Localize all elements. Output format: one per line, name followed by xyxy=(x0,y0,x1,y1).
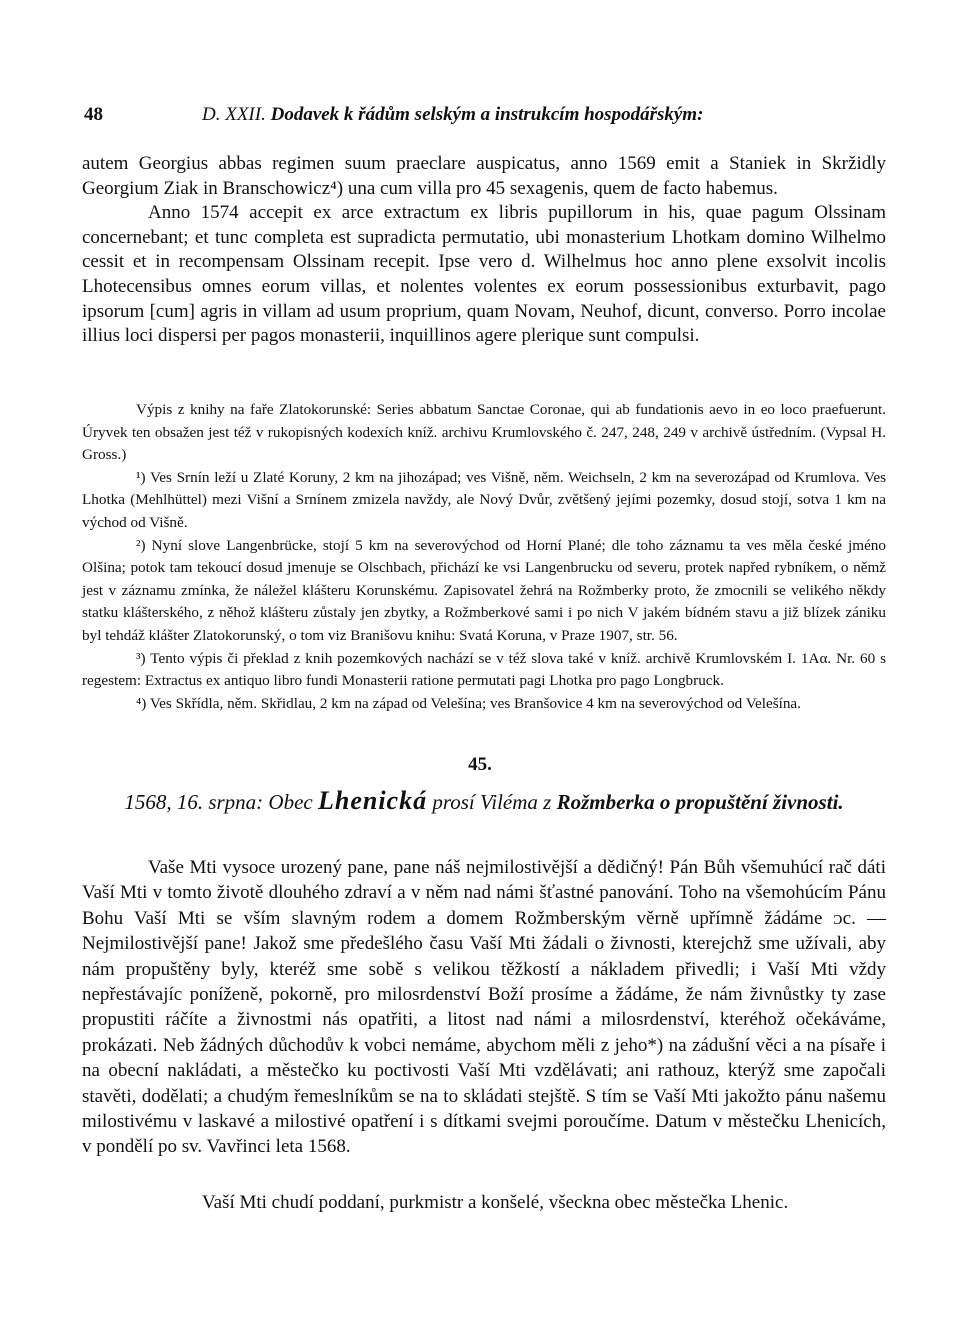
heading-name: Lhenická xyxy=(317,786,428,815)
footnote-3: ³) Tento výpis či překlad z knih pozemkových nachází se v též slova také v kníž. archivě Krumlovském I. 1Aα. Nr. 60 s regestem: Extractus ex antiquo libro fundi Monasterii ratione permutati pagi Lhotka pro pago Longbruck. xyxy=(82,649,886,690)
heading-date: 1568, 16. srpna: xyxy=(124,790,264,814)
heading-middle: prosí Viléma z xyxy=(432,790,552,814)
document-number: 45. xyxy=(468,754,492,775)
running-title xyxy=(202,102,703,128)
footnote-1: ¹) Ves Srnín leží u Zlaté Koruny, 2 km na jihozápad; ves Višně, něm. Weichseln, 2 km na severozápad od Krumlova. Ves Lhotka (Mehlhüttel) mezi Višní a Srnínem zmizela navždy, ale Nový Dvůr, zvětšený jejími pozemky, dosud stojí, sotva 1 km na východ od Višně. xyxy=(82,468,886,531)
heading-end: o propuštění živnosti. xyxy=(659,790,844,814)
paragraph-anno-1574: Anno 1574 accepit ex arce extractum ex libris pupillorum in his, quae pagum Olssinam concernebant; et tunc completa est supradicta permutatio, ubi monasterium Lhotkam domino Wilhelmo cessit et in recompensam Olssinam recepit. Ipse vero d. Wilhelmus hoc anno plene exsolvit incolis Lhotecensibus omnes eorum villas, et nolentes volentes ex eorum possessionibus exturbavit, pago ipsorum [cum] agris in villam ad usum proprium, quam Novam, Neuhof, dicunt, converso. Porro incolae illius loci dispersi per pagos monasterii, inquillinos agere plerique sunt compulsi. xyxy=(82,202,886,347)
document-heading xyxy=(94,786,874,817)
section-label: D. XXII. xyxy=(202,104,266,125)
main-text xyxy=(82,152,886,349)
footnote-2: ²) Nyní slove Langenbrücke, stojí 5 km na severovýchod od Horní Plané; dle toho záznamu ta ves měla české jméno Olšina; potok tam tekoucí dosud jmenuje se Olschbach, přichází ke vsi Langenbrucku od severu, protek napřed rybníkem, o němž jest v záznamu zmínka, že náležel klášteru Korunskému. Zapisovatel žehrá na Rožmberky proto, že zmocnili se velikého někdy statku klášterského, z něhož klášteru zůstaly jen zbytky, a Rožmberkové sami i po nich V jakém bídném stavu a již blízek zániku byl tehdáž klášter Zlatokorunský, o tom viz Branišovu knihu: Svatá Koruna, v Praze 1907, str. 56. xyxy=(82,536,886,644)
heading-prefix: Obec xyxy=(268,790,313,814)
notes-block xyxy=(82,399,886,715)
letter-closing: Vaší Mti chudí poddaní, purkmistr a konšelé, všeckna obec městečka Lhenic. xyxy=(202,1192,789,1213)
source-note: Výpis z knihy na faře Zlatokorunské: Series abbatum Sanctae Coronae, qui ab fundationis aevo in eo loco praefuerunt. Úryvek ten obsažen jest též v rukopisných kodexích kníž. archivu Krumlovského č. 247, 248, 249 v archivě ústředním. (Vypsal H. Gross.) xyxy=(82,401,886,464)
letter-body: Vaše Mti vysoce urozený pane, pane náš nejmilostivější a dědičný! Pán Bůh všemuhúcí rač dáti Vaší Mti v tomto životě dlouhého zdraví a v něm nad námi šťastné panování. Toho na všemohúcím Pánu Bohu Vaší Mti se vším slavným rodem a domem Rožmberským věrně upřímně žádáme ᴐc. — Nejmilostivější pane! Jakož sme předešlého času Vaší Mti žádali o živnosti, kterejchž sme užívali, aby nám propuštěny byly, kteréž sme sobě s velikou těžkostí a nákladem přivedli; i Vaší Mti vždy nepřestávajíc poníženě, pokorně, pro milosrdenství Boží prosíme a žádáme, že nám živnůstky ty zase propustiti ráčíte a živnostmi nás opatřiti, a litost nad námi a milosrdenství, kteréhož očekáváme, prokázati. Neb žádných důchodův k vobci nemáme, abychom měli z jeho*) na zádušní věci a na písaře i na obecní nakládati, a městečko ku poctivosti Vaší Mti vzdělávati; ani rathouz, kterýž sme započali stavěti, dodělati; a chudým řemeslníkům se na to skládati stejště. S tím se Vaší Mti jakožto pánu našemu milostivému v laskavé a milostivé opatření i s dítkami svejmi poroučíme. Datum v městečku Lhenicích, v pondělí po sv. Vavřinci leta 1568. xyxy=(82,857,886,1158)
section-title: Dodavek k řádům selským a instrukcím hospodářským: xyxy=(270,104,704,125)
footnote-4: ⁴) Ves Skřídla, něm. Skřidlau, 2 km na západ od Velešína; ves Branšovice 4 km na severovýchod od Velešína. xyxy=(136,694,801,712)
heading-person: Rožmberka xyxy=(556,790,655,814)
page-number: 48 xyxy=(84,104,103,125)
paragraph-continued: autem Georgius abbas regimen suum praeclare auspicatus, anno 1569 emit a Staniek in Skržidly Georgium Ziak in Branschowicz⁴) una cum villa pro 45 sexagenis, quem de facto habemus. xyxy=(82,153,886,199)
running-head xyxy=(84,102,884,128)
letter-text xyxy=(82,855,886,1160)
